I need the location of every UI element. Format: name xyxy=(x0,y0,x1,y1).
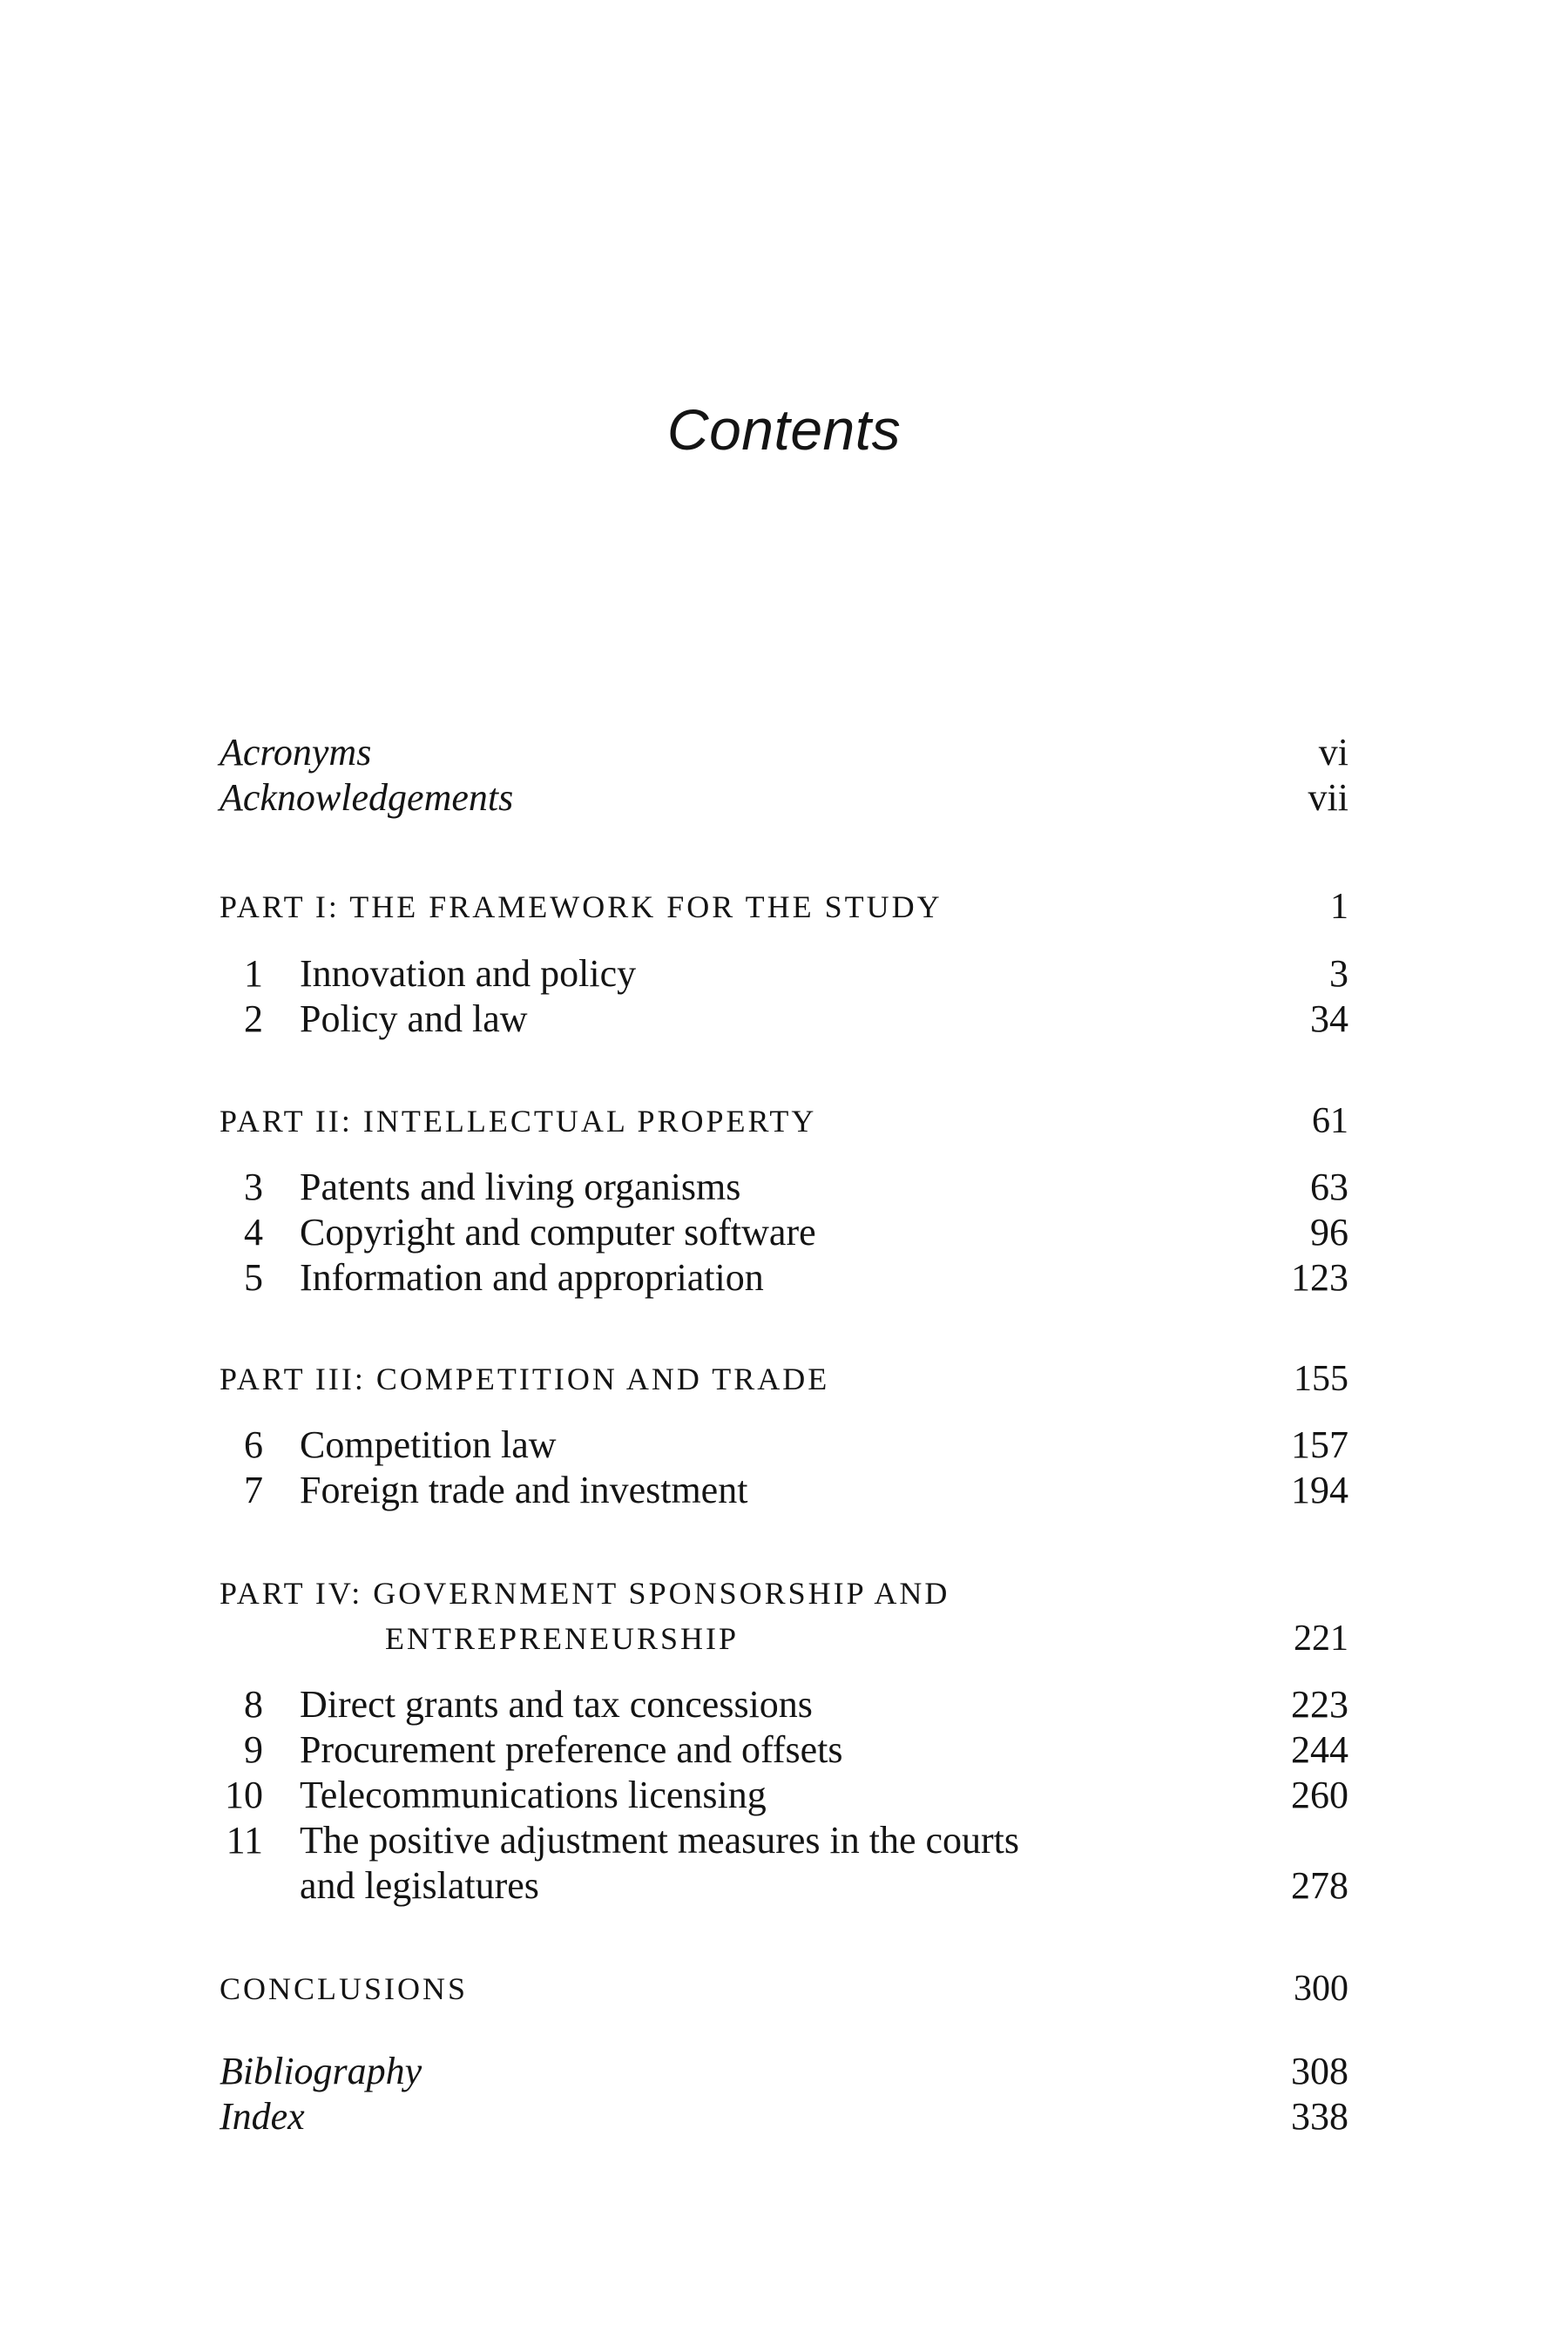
toc-chapter-page: 223 xyxy=(1291,1683,1348,1726)
toc-chapter-11 xyxy=(220,1818,1348,1863)
toc-chapter-page: 194 xyxy=(1291,1469,1348,1511)
toc-entry-label: Acknowledgements xyxy=(220,776,514,819)
toc-chapter-number: 4 xyxy=(244,1211,263,1254)
toc-chapter-label: Information and appropriation xyxy=(300,1256,764,1299)
toc-chapter-label: Copyright and computer software xyxy=(300,1211,816,1254)
toc-part-2 xyxy=(220,1098,1348,1144)
toc-part-3 xyxy=(220,1356,1348,1402)
toc-entry-page: 300 xyxy=(1294,1969,1348,2009)
toc-part-label: PART IV: GOVERNMENT SPONSORSHIP AND xyxy=(220,1576,950,1611)
toc-entry-page: 338 xyxy=(1291,2095,1348,2138)
toc-chapter-page: 260 xyxy=(1291,1774,1348,1816)
toc-chapter-number: 3 xyxy=(244,1166,263,1208)
toc-entry-acknowledgements xyxy=(220,775,1348,821)
toc-chapter-page: 157 xyxy=(1291,1423,1348,1466)
toc-chapter-3 xyxy=(220,1165,1348,1210)
toc-chapter-label: Innovation and policy xyxy=(300,952,637,995)
toc-entry-index xyxy=(220,2094,1348,2139)
toc-part-label: PART III: COMPETITION AND TRADE xyxy=(220,1362,830,1396)
toc-part-page: 155 xyxy=(1294,1359,1348,1399)
toc-chapter-1 xyxy=(220,951,1348,997)
toc-chapter-label-line2: and legislatures xyxy=(300,1864,539,1907)
toc-entry-bibliography xyxy=(220,2049,1348,2094)
toc-chapter-page: 96 xyxy=(1310,1211,1348,1254)
toc-part-4-continued xyxy=(220,1616,1348,1661)
toc-chapter-label: Policy and law xyxy=(300,997,528,1040)
toc-chapter-number: 5 xyxy=(244,1256,263,1299)
toc-chapter-number: 6 xyxy=(244,1423,263,1466)
page-title: Contents xyxy=(666,397,902,462)
toc-chapter-6 xyxy=(220,1423,1348,1468)
toc-chapter-8 xyxy=(220,1682,1348,1727)
toc-chapter-7 xyxy=(220,1468,1348,1513)
toc-chapter-number: 11 xyxy=(226,1819,263,1862)
toc-chapter-2 xyxy=(220,997,1348,1042)
toc-entry-page: 308 xyxy=(1291,2050,1348,2092)
toc-chapter-number: 10 xyxy=(225,1774,263,1816)
toc-entry-label: Index xyxy=(220,2095,305,2138)
toc-chapter-page: 244 xyxy=(1291,1728,1348,1771)
toc-part-page: 61 xyxy=(1312,1101,1348,1141)
toc-entry-label: Acronyms xyxy=(220,731,372,774)
toc-chapter-label: Telecommunications licensing xyxy=(300,1774,767,1816)
toc-chapter-number: 9 xyxy=(244,1728,263,1771)
toc-chapter-number: 7 xyxy=(244,1469,263,1511)
toc-chapter-11-continued xyxy=(220,1863,1348,1909)
toc-chapter-number: 1 xyxy=(244,952,263,995)
toc-chapter-label: Patents and living organisms xyxy=(300,1166,741,1208)
toc-chapter-page: 278 xyxy=(1291,1864,1348,1907)
toc-chapter-9 xyxy=(220,1727,1348,1773)
toc-entry-acronyms xyxy=(220,730,1348,775)
toc-part-label-line2: ENTREPRENEURSHIP xyxy=(385,1621,740,1656)
toc-chapter-number: 8 xyxy=(244,1683,263,1726)
toc-chapter-number: 2 xyxy=(244,997,263,1040)
toc-entry-page: vii xyxy=(1308,776,1348,819)
toc-chapter-page: 63 xyxy=(1310,1166,1348,1208)
toc-entry-page: vi xyxy=(1318,731,1348,774)
toc-chapter-4 xyxy=(220,1210,1348,1255)
toc-entry-label: Bibliography xyxy=(220,2050,422,2092)
toc-part-1 xyxy=(220,884,1348,929)
toc-chapter-label: Competition law xyxy=(300,1423,557,1466)
toc-part-label: PART II: INTELLECTUAL PROPERTY xyxy=(220,1104,817,1139)
toc-chapter-5 xyxy=(220,1255,1348,1301)
toc-part-label: PART I: THE FRAMEWORK FOR THE STUDY xyxy=(220,889,943,924)
toc-part-4 xyxy=(220,1571,1348,1616)
toc-entry-conclusions xyxy=(220,1966,1348,2011)
toc-part-page: 1 xyxy=(1330,887,1348,927)
toc-chapter-page: 34 xyxy=(1310,997,1348,1040)
toc-chapter-label: Procurement preference and offsets xyxy=(300,1728,843,1771)
toc-chapter-label: Direct grants and tax concessions xyxy=(300,1683,813,1726)
toc-part-page: 221 xyxy=(1294,1619,1348,1659)
toc-chapter-label: The positive adjustment measures in the courts xyxy=(300,1819,1020,1862)
toc-chapter-page: 3 xyxy=(1329,952,1348,995)
toc-chapter-10 xyxy=(220,1773,1348,1818)
table-of-contents xyxy=(220,0,1348,2352)
toc-chapter-label: Foreign trade and investment xyxy=(300,1469,748,1511)
toc-chapter-page: 123 xyxy=(1291,1256,1348,1299)
toc-entry-label: CONCLUSIONS xyxy=(220,1971,469,2006)
